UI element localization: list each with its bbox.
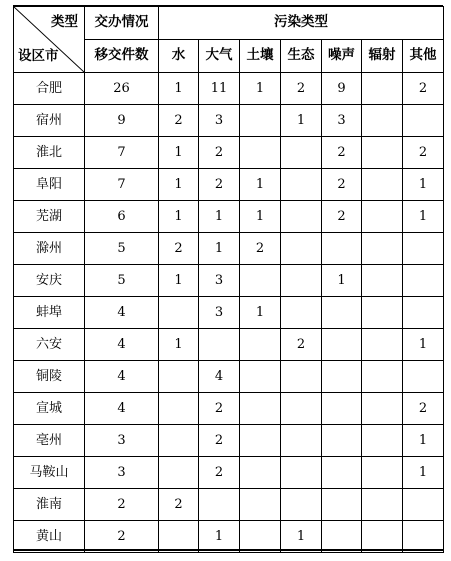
cell-count: 4 xyxy=(85,393,159,425)
cell-soil: 1 xyxy=(240,169,281,201)
cell-count: 5 xyxy=(85,265,159,297)
cell-air: 2 xyxy=(199,137,240,169)
cell-eco: 2 xyxy=(281,329,322,361)
col-header-eco: 生态 xyxy=(281,40,322,73)
cell-radiation xyxy=(362,457,403,489)
cell-radiation xyxy=(362,521,403,553)
cell-radiation xyxy=(362,489,403,521)
cell-city: 合肥 xyxy=(14,73,85,105)
cell-other xyxy=(403,265,444,297)
cell-radiation xyxy=(362,297,403,329)
cell-air: 2 xyxy=(199,425,240,457)
cell-soil xyxy=(240,457,281,489)
cell-radiation xyxy=(362,361,403,393)
cell-water: 1 xyxy=(159,265,199,297)
table-row xyxy=(14,233,444,265)
cell-air: 3 xyxy=(199,105,240,137)
table-bottom-rule xyxy=(13,549,443,551)
cell-eco xyxy=(281,361,322,393)
cell-noise: 9 xyxy=(322,73,362,105)
cell-city: 安庆 xyxy=(14,265,85,297)
cell-radiation xyxy=(362,169,403,201)
table-row xyxy=(14,361,444,393)
cell-radiation xyxy=(362,201,403,233)
cell-count: 4 xyxy=(85,329,159,361)
cell-noise: 1 xyxy=(322,265,362,297)
cell-water: 1 xyxy=(159,201,199,233)
cell-other: 2 xyxy=(403,393,444,425)
cell-other xyxy=(403,489,444,521)
cell-count: 5 xyxy=(85,233,159,265)
cell-other: 1 xyxy=(403,329,444,361)
cell-count: 7 xyxy=(85,137,159,169)
cell-eco xyxy=(281,489,322,521)
cell-city: 马鞍山 xyxy=(14,457,85,489)
cell-city: 宿州 xyxy=(14,105,85,137)
cell-air xyxy=(199,329,240,361)
cell-air: 2 xyxy=(199,457,240,489)
cell-other xyxy=(403,361,444,393)
cell-other xyxy=(403,233,444,265)
table-row xyxy=(14,201,444,233)
cell-air: 1 xyxy=(199,521,240,553)
cell-count: 3 xyxy=(85,457,159,489)
cell-noise: 3 xyxy=(322,105,362,137)
cell-soil xyxy=(240,489,281,521)
cell-air: 1 xyxy=(199,233,240,265)
cell-soil: 1 xyxy=(240,73,281,105)
cell-count: 4 xyxy=(85,297,159,329)
cell-radiation xyxy=(362,425,403,457)
table-row xyxy=(14,265,444,297)
cell-noise xyxy=(322,457,362,489)
cell-eco xyxy=(281,137,322,169)
cell-other: 1 xyxy=(403,425,444,457)
cell-city: 亳州 xyxy=(14,425,85,457)
cell-other: 2 xyxy=(403,137,444,169)
diagonal-header-cell xyxy=(14,7,85,73)
cell-noise xyxy=(322,521,362,553)
cell-soil: 2 xyxy=(240,233,281,265)
cell-count: 6 xyxy=(85,201,159,233)
table-row xyxy=(14,457,444,489)
table-row xyxy=(14,297,444,329)
cell-count: 4 xyxy=(85,361,159,393)
cell-count: 3 xyxy=(85,425,159,457)
cell-city: 六安 xyxy=(14,329,85,361)
cell-noise xyxy=(322,489,362,521)
cell-soil xyxy=(240,329,281,361)
diagonal-header-type: 类型 xyxy=(51,14,78,30)
cell-water: 1 xyxy=(159,329,199,361)
table-row xyxy=(14,105,444,137)
cell-count: 2 xyxy=(85,489,159,521)
cell-water xyxy=(159,457,199,489)
cell-soil xyxy=(240,425,281,457)
cell-eco xyxy=(281,201,322,233)
header-row-1 xyxy=(14,7,444,40)
cell-air: 3 xyxy=(199,297,240,329)
table-row xyxy=(14,425,444,457)
col-header-noise: 噪声 xyxy=(322,40,362,73)
cell-count: 7 xyxy=(85,169,159,201)
cell-water xyxy=(159,297,199,329)
cell-air: 4 xyxy=(199,361,240,393)
cell-water xyxy=(159,393,199,425)
col-header-water: 水 xyxy=(159,40,199,73)
cell-city: 宣城 xyxy=(14,393,85,425)
group-header-pollution: 污染类型 xyxy=(159,7,444,40)
cell-water: 1 xyxy=(159,169,199,201)
col-header-other: 其他 xyxy=(403,40,444,73)
cell-air: 11 xyxy=(199,73,240,105)
cell-other xyxy=(403,297,444,329)
table-row xyxy=(14,393,444,425)
cell-other: 2 xyxy=(403,73,444,105)
cell-radiation xyxy=(362,137,403,169)
cell-other: 1 xyxy=(403,457,444,489)
cell-soil xyxy=(240,265,281,297)
cell-soil xyxy=(240,361,281,393)
cell-water xyxy=(159,361,199,393)
cell-city: 淮南 xyxy=(14,489,85,521)
cell-other xyxy=(403,521,444,553)
cell-radiation xyxy=(362,105,403,137)
cell-soil xyxy=(240,521,281,553)
cell-radiation xyxy=(362,233,403,265)
cell-city: 铜陵 xyxy=(14,361,85,393)
cell-soil: 1 xyxy=(240,297,281,329)
cell-water xyxy=(159,521,199,553)
cell-noise: 2 xyxy=(322,169,362,201)
table-row xyxy=(14,489,444,521)
cell-water xyxy=(159,425,199,457)
group-header-transfer: 交办情况 xyxy=(85,7,159,40)
complaint-statistics-table xyxy=(13,6,444,553)
cell-noise xyxy=(322,393,362,425)
cell-water: 2 xyxy=(159,233,199,265)
cell-air: 1 xyxy=(199,201,240,233)
cell-eco xyxy=(281,457,322,489)
cell-noise: 2 xyxy=(322,201,362,233)
cell-eco: 1 xyxy=(281,105,322,137)
cell-eco xyxy=(281,393,322,425)
cell-eco xyxy=(281,233,322,265)
cell-city: 阜阳 xyxy=(14,169,85,201)
table-row xyxy=(14,169,444,201)
cell-radiation xyxy=(362,393,403,425)
cell-count: 26 xyxy=(85,73,159,105)
cell-radiation xyxy=(362,329,403,361)
cell-city: 淮北 xyxy=(14,137,85,169)
cell-eco xyxy=(281,425,322,457)
cell-noise xyxy=(322,233,362,265)
cell-eco xyxy=(281,265,322,297)
cell-air xyxy=(199,489,240,521)
statistics-table-container xyxy=(13,6,443,553)
cell-water: 1 xyxy=(159,137,199,169)
cell-noise xyxy=(322,329,362,361)
cell-eco: 1 xyxy=(281,521,322,553)
cell-noise: 2 xyxy=(322,137,362,169)
cell-soil xyxy=(240,137,281,169)
cell-count: 2 xyxy=(85,521,159,553)
cell-eco xyxy=(281,297,322,329)
cell-air: 2 xyxy=(199,393,240,425)
cell-noise xyxy=(322,297,362,329)
cell-air: 2 xyxy=(199,169,240,201)
cell-noise xyxy=(322,361,362,393)
cell-city: 芜湖 xyxy=(14,201,85,233)
cell-count: 9 xyxy=(85,105,159,137)
diagonal-header-city: 设区市 xyxy=(18,47,59,64)
col-header-soil: 土壤 xyxy=(240,40,281,73)
cell-eco xyxy=(281,169,322,201)
col-header-air: 大气 xyxy=(199,40,240,73)
cell-other: 1 xyxy=(403,169,444,201)
col-header-radiation: 辐射 xyxy=(362,40,403,73)
table-row xyxy=(14,73,444,105)
table-row xyxy=(14,137,444,169)
cell-other: 1 xyxy=(403,201,444,233)
cell-city: 黄山 xyxy=(14,521,85,553)
cell-water: 2 xyxy=(159,489,199,521)
cell-water: 2 xyxy=(159,105,199,137)
cell-radiation xyxy=(362,73,403,105)
cell-water: 1 xyxy=(159,73,199,105)
cell-soil xyxy=(240,105,281,137)
cell-noise xyxy=(322,425,362,457)
cell-other xyxy=(403,105,444,137)
cell-city: 滁州 xyxy=(14,233,85,265)
cell-city: 蚌埠 xyxy=(14,297,85,329)
col-header-count: 移交件数 xyxy=(85,40,159,73)
cell-soil: 1 xyxy=(240,201,281,233)
cell-eco: 2 xyxy=(281,73,322,105)
cell-radiation xyxy=(362,265,403,297)
cell-air: 3 xyxy=(199,265,240,297)
table-row xyxy=(14,329,444,361)
cell-soil xyxy=(240,393,281,425)
table-row xyxy=(14,521,444,553)
